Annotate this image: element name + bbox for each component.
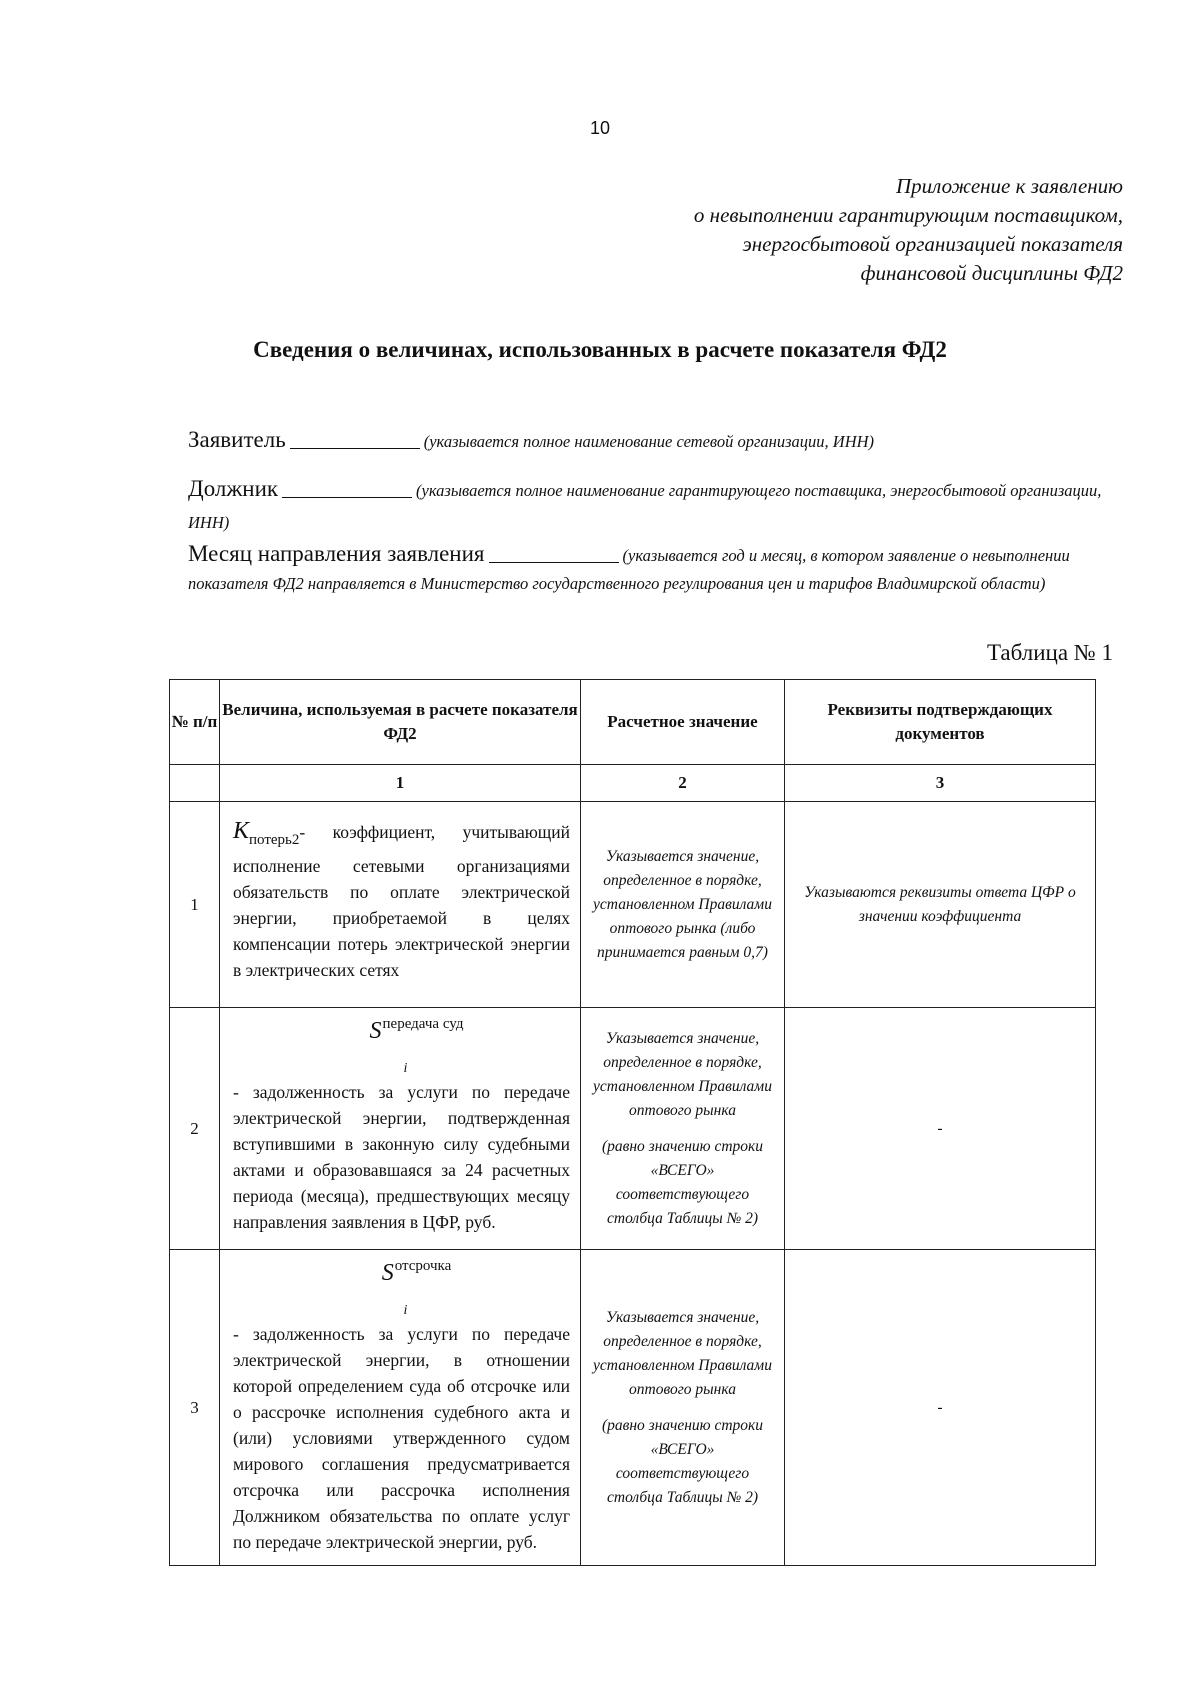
debtor-label: Должник — [188, 476, 279, 501]
table-header-row — [170, 680, 1096, 765]
column-numbers-row — [170, 765, 1096, 802]
docs-requisites: - — [785, 1008, 1096, 1250]
value-description — [220, 1250, 581, 1566]
docs-requisites: - — [785, 1250, 1096, 1566]
applicant-hint: (указывается полное наименование сетевой организации, ИНН) — [423, 432, 875, 451]
value-description-text: - задолженность за услуги по передаче электрической энергии, в отношении которой определением суда об отсрочке или о рассрочке исполнения судебного акта и (или) условиями утвержденного судом мирового соглашения предусматривается отсрочка или рассрочка исполнения Должником обязательства по оплате услуг по передаче электрической энергии, руб. — [233, 1324, 570, 1552]
k-symbol-subscript: потерь2 — [249, 831, 300, 848]
appendix-line: финансовой дисциплины ФД2 — [860, 261, 1123, 285]
appendix-line: энергосбытовой организацией показателя — [742, 232, 1123, 256]
s-symbol-letter: S — [381, 1260, 394, 1286]
calc-value: Указывается значение, определенное в порядке, установленном Правилами оптового рынка (либо принимается равным 0,7) — [581, 802, 785, 1008]
docs-requisites: Указываются реквизиты ответа ЦФР о значении коэффициента — [785, 802, 1096, 1008]
debtor-blank-line[interactable] — [282, 479, 412, 498]
table-caption: Таблица № 1 — [986, 640, 1113, 665]
s-symbol-subscript: i — [403, 1303, 408, 1318]
k-symbol — [233, 818, 300, 848]
calc-value-text: Указывается значение, определенное в порядке, установленном Правилами оптового рынка — [593, 1308, 772, 1398]
column-number: 1 — [220, 765, 581, 802]
table-row — [170, 1250, 1096, 1566]
month-field — [188, 540, 1108, 597]
applicant-label: Заявитель — [188, 427, 286, 452]
header-value: Величина, используемая в расчете показателя ФД2 — [220, 680, 581, 765]
values-table — [169, 679, 1096, 1566]
row-number: 3 — [170, 1250, 220, 1566]
column-number: 3 — [785, 765, 1096, 802]
calc-value-text: Указывается значение, определенное в порядке, установленном Правилами оптового рынка — [593, 1029, 772, 1119]
value-description — [220, 1008, 581, 1250]
document-title: Сведения о величинах, использованных в расчете показателя ФД2 — [253, 337, 947, 362]
header-calc: Расчетное значение — [581, 680, 785, 765]
column-number: 2 — [581, 765, 785, 802]
calc-value — [581, 1250, 785, 1566]
s-symbol — [233, 1252, 570, 1325]
appendix-note — [694, 172, 1123, 288]
value-description-text: - коэффициент, учитывающий исполнение сетевыми организациями обязательств по оплате электрической энергии, приобретаемой в целях компенсации потерь электрической энергии в электрических сетях — [233, 822, 570, 980]
page-number: 10 — [589, 118, 611, 138]
header-docs: Реквизиты подтверждающих документов — [785, 680, 1096, 765]
k-symbol-letter: K — [233, 818, 250, 844]
debtor-field — [188, 474, 1108, 538]
calc-value-note: (равно значению строки «ВСЕГО» соответствующего столбца Таблицы № 2) — [601, 1137, 764, 1227]
s-symbol-superscript: отсрочка — [394, 1258, 452, 1274]
month-label: Месяц направления заявления — [188, 541, 485, 566]
calc-value-note: (равно значению строки «ВСЕГО» соответствующего столбца Таблицы № 2) — [601, 1416, 764, 1506]
s-symbol-letter: S — [369, 1018, 382, 1044]
column-number-blank — [170, 765, 220, 802]
s-symbol-subscript: i — [403, 1061, 408, 1076]
row-number: 2 — [170, 1008, 220, 1250]
month-hint: (указывается год и месяц, в котором заявление о невыполнении показателя ФД2 направляется в Министерство государственного регулирования цен и тарифов Владимирской области) — [188, 546, 1070, 593]
appendix-line: Приложение к заявлению — [896, 174, 1123, 198]
calc-value — [581, 1008, 785, 1250]
value-description — [220, 802, 581, 1008]
header-num: № п/п — [170, 680, 220, 765]
s-symbol-superscript: передача суд — [382, 1016, 464, 1032]
applicant-blank-line[interactable] — [290, 430, 420, 449]
month-blank-line[interactable] — [489, 544, 619, 563]
s-symbol — [233, 1010, 570, 1083]
row-number: 1 — [170, 802, 220, 1008]
value-description-text: - задолженность за услуги по передаче электрической энергии, подтвержденная вступившими в законную силу судебными актами и образовавшаяся за 24 расчетных периода (месяца), предшествующих месяцу направления заявления в ЦФР, руб. — [233, 1082, 570, 1232]
table-row — [170, 802, 1096, 1008]
applicant-field — [188, 428, 1108, 454]
table-row — [170, 1008, 1096, 1250]
debtor-hint: (указывается полное наименование гарантирующего поставщика, энергосбытовой организации, ИНН) — [188, 481, 1102, 532]
appendix-line: о невыполнении гарантирующим поставщиком, — [693, 203, 1123, 227]
